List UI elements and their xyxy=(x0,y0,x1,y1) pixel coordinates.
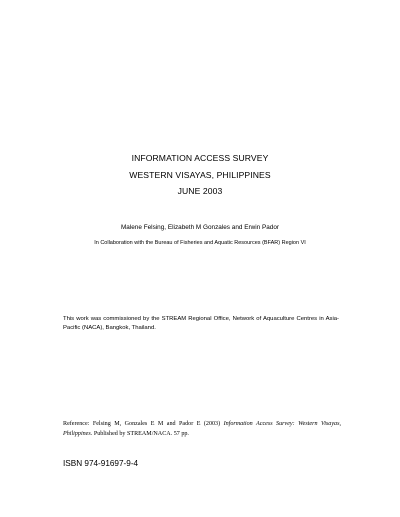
title-line-3: JUNE 2003 xyxy=(177,186,223,196)
reference-prefix: Reference: Felsing M, Gonzales E M and Pador E (2003) xyxy=(63,421,224,427)
authors-line: Malene Felsing, Elizabeth M Gonzales and Erwin Pador xyxy=(120,224,280,231)
isbn-number: ISBN 974-91697-9-4 xyxy=(63,459,139,468)
collaboration-line: In Collaboration with the Bureau of Fisheries and Aquatic Resources (BFAR) Region VI xyxy=(94,240,306,246)
reference-citation xyxy=(63,420,341,439)
reference-suffix: . Published by STREAM/NACA. 57 pp. xyxy=(90,430,189,437)
title-line-1: INFORMATION ACCESS SURVEY xyxy=(131,153,269,163)
reference-title: Information Access Survey: Western Visayas, Philippines xyxy=(63,421,341,437)
title-line-2: WESTERN VISAYAS, PHILIPPINES xyxy=(129,170,271,180)
commission-note: This work was commissioned by the STREAM Regional Office, Network of Aquaculture Centres in Asia-Pacific (NACA), Bangkok, Thailand. xyxy=(63,316,339,331)
